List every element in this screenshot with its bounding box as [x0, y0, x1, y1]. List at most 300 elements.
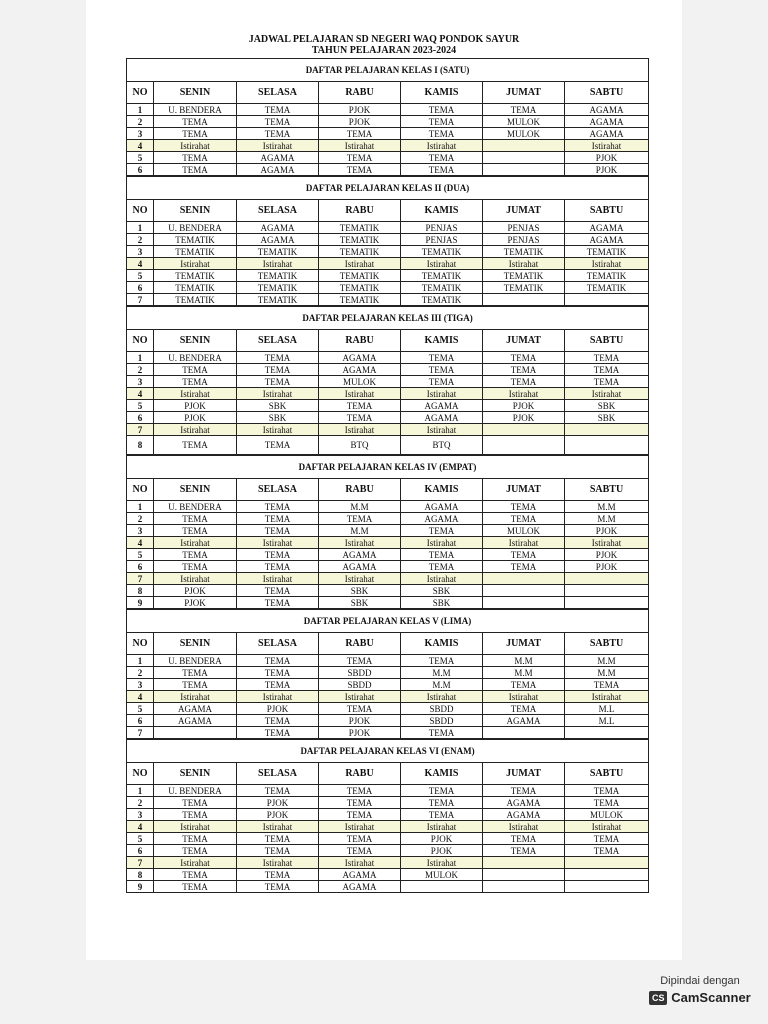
period-number: 6: [127, 164, 154, 176]
period-number: 6: [127, 715, 154, 727]
column-header: SABTU: [565, 763, 649, 785]
subject-cell: TEMA: [237, 116, 319, 128]
subject-cell: Istirahat: [483, 691, 565, 703]
subject-cell: TEMA: [154, 436, 237, 455]
subject-cell: AGAMA: [483, 809, 565, 821]
table-row: [127, 809, 649, 821]
period-number: 3: [127, 376, 154, 388]
subject-cell: TEMATIK: [237, 282, 319, 294]
subject-cell: TEMA: [237, 785, 319, 797]
table-row: [127, 785, 649, 797]
period-number: 2: [127, 797, 154, 809]
document-title: JADWAL PELAJARAN SD NEGERI WAQ PONDOK SAYUR: [248, 34, 520, 45]
table-row: [127, 164, 649, 176]
class-caption: DAFTAR PELAJARAN KELAS III (TIGA): [127, 307, 649, 330]
subject-cell: TEMA: [154, 561, 237, 573]
subject-cell: AGAMA: [401, 412, 483, 424]
subject-cell: AGAMA: [154, 703, 237, 715]
table-row: [127, 270, 649, 282]
subject-cell: [483, 164, 565, 176]
subject-cell: Istirahat: [401, 258, 483, 270]
subject-cell: Istirahat: [154, 140, 237, 152]
subject-cell: M.L: [565, 715, 649, 727]
subject-cell: TEMA: [401, 104, 483, 116]
table-row: [127, 364, 649, 376]
subject-cell: M.M: [319, 525, 401, 537]
subject-cell: TEMA: [319, 513, 401, 525]
period-number: 1: [127, 222, 154, 234]
period-number: 6: [127, 561, 154, 573]
subject-cell: Istirahat: [319, 388, 401, 400]
subject-cell: Istirahat: [154, 388, 237, 400]
subject-cell: AGAMA: [565, 128, 649, 140]
table-row: [127, 561, 649, 573]
subject-cell: TEMA: [319, 400, 401, 412]
subject-cell: Istirahat: [565, 258, 649, 270]
subject-cell: TEMA: [483, 845, 565, 857]
subject-cell: TEMA: [483, 352, 565, 364]
column-header: NO: [127, 82, 154, 104]
subject-cell: [483, 857, 565, 869]
period-number: 4: [127, 140, 154, 152]
column-header: JUMAT: [483, 200, 565, 222]
period-number: 7: [127, 424, 154, 436]
subject-cell: TEMA: [319, 164, 401, 176]
table-row: [127, 525, 649, 537]
subject-cell: AGAMA: [237, 234, 319, 246]
subject-cell: Istirahat: [483, 537, 565, 549]
subject-cell: PJOK: [319, 715, 401, 727]
subject-cell: TEMATIK: [154, 246, 237, 258]
period-number: 2: [127, 667, 154, 679]
subject-cell: AGAMA: [565, 222, 649, 234]
column-header: RABU: [319, 763, 401, 785]
column-header: JUMAT: [483, 633, 565, 655]
subject-cell: PJOK: [154, 400, 237, 412]
subject-cell: PJOK: [237, 703, 319, 715]
table-row: [127, 246, 649, 258]
column-header: SENIN: [154, 330, 237, 352]
column-header: SABTU: [565, 479, 649, 501]
subject-cell: TEMATIK: [401, 282, 483, 294]
table-row: [127, 104, 649, 116]
subject-cell: [483, 881, 565, 893]
subject-cell: TEMA: [237, 727, 319, 739]
table-row: [127, 833, 649, 845]
column-header: SELASA: [237, 763, 319, 785]
table-row: [127, 703, 649, 715]
subject-cell: TEMA: [237, 667, 319, 679]
period-number: 5: [127, 152, 154, 164]
subject-cell: PJOK: [565, 164, 649, 176]
column-header: SABTU: [565, 200, 649, 222]
subject-cell: TEMATIK: [401, 294, 483, 306]
subject-cell: Istirahat: [154, 258, 237, 270]
subject-cell: PJOK: [237, 797, 319, 809]
subject-cell: TEMA: [565, 679, 649, 691]
subject-cell: TEMATIK: [401, 270, 483, 282]
subject-cell: TEMA: [237, 376, 319, 388]
subject-cell: TEMA: [154, 376, 237, 388]
subject-cell: Istirahat: [237, 258, 319, 270]
subject-cell: PJOK: [401, 845, 483, 857]
subject-cell: AGAMA: [401, 501, 483, 513]
subject-cell: TEMA: [565, 352, 649, 364]
column-header: SELASA: [237, 330, 319, 352]
table-row: [127, 869, 649, 881]
subject-cell: AGAMA: [401, 513, 483, 525]
subject-cell: TEMA: [401, 352, 483, 364]
column-header: SENIN: [154, 763, 237, 785]
subject-cell: TEMA: [319, 703, 401, 715]
subject-cell: TEMA: [401, 549, 483, 561]
schedule-tables: [126, 58, 648, 893]
subject-cell: TEMA: [401, 128, 483, 140]
subject-cell: TEMATIK: [565, 246, 649, 258]
subject-cell: PENJAS: [483, 234, 565, 246]
scanner-brand: CamScanner: [671, 990, 751, 1005]
subject-cell: [483, 140, 565, 152]
subject-cell: AGAMA: [319, 352, 401, 364]
subject-cell: AGAMA: [237, 164, 319, 176]
column-header: RABU: [319, 200, 401, 222]
subject-cell: PJOK: [565, 525, 649, 537]
subject-cell: TEMA: [483, 513, 565, 525]
subject-cell: TEMA: [154, 809, 237, 821]
subject-cell: Istirahat: [319, 258, 401, 270]
table-row: [127, 513, 649, 525]
subject-cell: TEMA: [237, 549, 319, 561]
period-number: 2: [127, 364, 154, 376]
period-number: 3: [127, 809, 154, 821]
subject-cell: U. BENDERA: [154, 222, 237, 234]
subject-cell: TEMA: [401, 364, 483, 376]
subject-cell: [483, 727, 565, 739]
subject-cell: Istirahat: [483, 258, 565, 270]
subject-cell: TEMA: [483, 833, 565, 845]
period-number: 3: [127, 128, 154, 140]
subject-cell: SBDD: [401, 703, 483, 715]
subject-cell: PENJAS: [483, 222, 565, 234]
subject-cell: M.M: [483, 655, 565, 667]
subject-cell: [483, 152, 565, 164]
column-header: RABU: [319, 479, 401, 501]
camscanner-icon: CS: [649, 991, 667, 1005]
subject-cell: TEMA: [483, 364, 565, 376]
subject-cell: [565, 727, 649, 739]
subject-cell: AGAMA: [319, 561, 401, 573]
subject-cell: TEMATIK: [237, 246, 319, 258]
subject-cell: TEMA: [237, 655, 319, 667]
subject-cell: Istirahat: [565, 140, 649, 152]
subject-cell: TEMA: [154, 164, 237, 176]
table-row: [127, 412, 649, 424]
table-row: [127, 152, 649, 164]
subject-cell: TEMA: [483, 501, 565, 513]
table-row: [127, 679, 649, 691]
subject-cell: U. BENDERA: [154, 655, 237, 667]
subject-cell: TEMATIK: [319, 270, 401, 282]
class-caption: DAFTAR PELAJARAN KELAS V (LIMA): [127, 610, 649, 633]
table-row: [127, 294, 649, 306]
period-number: 5: [127, 703, 154, 715]
class-caption: DAFTAR PELAJARAN KELAS VI (ENAM): [127, 740, 649, 763]
column-header: SENIN: [154, 82, 237, 104]
subject-cell: AGAMA: [237, 222, 319, 234]
subject-cell: [483, 869, 565, 881]
subject-cell: TEMATIK: [319, 282, 401, 294]
subject-cell: TEMA: [483, 104, 565, 116]
column-header: RABU: [319, 330, 401, 352]
table-row: [127, 222, 649, 234]
subject-cell: Istirahat: [401, 424, 483, 436]
header-row: [127, 479, 649, 501]
subject-cell: TEMATIK: [319, 222, 401, 234]
subject-cell: TEMA: [401, 152, 483, 164]
column-header: SENIN: [154, 479, 237, 501]
subject-cell: PJOK: [565, 549, 649, 561]
table-row: [127, 691, 649, 703]
table-row: [127, 282, 649, 294]
class-schedule-table: [126, 455, 649, 609]
header-row: [127, 763, 649, 785]
subject-cell: AGAMA: [565, 234, 649, 246]
subject-cell: TEMA: [237, 364, 319, 376]
subject-cell: TEMATIK: [319, 246, 401, 258]
subject-cell: TEMA: [154, 869, 237, 881]
header-row: [127, 82, 649, 104]
subject-cell: TEMA: [237, 352, 319, 364]
subject-cell: TEMA: [319, 655, 401, 667]
subject-cell: Istirahat: [154, 821, 237, 833]
subject-cell: TEMA: [319, 845, 401, 857]
table-row: [127, 715, 649, 727]
column-header: SABTU: [565, 82, 649, 104]
period-number: 9: [127, 881, 154, 893]
subject-cell: SBK: [401, 597, 483, 609]
column-header: KAMIS: [401, 200, 483, 222]
subject-cell: TEMA: [237, 561, 319, 573]
subject-cell: TEMA: [154, 513, 237, 525]
subject-cell: TEMA: [565, 833, 649, 845]
subject-cell: M.L: [565, 703, 649, 715]
subject-cell: MULOK: [483, 525, 565, 537]
subject-cell: TEMA: [154, 549, 237, 561]
subject-cell: MULOK: [319, 376, 401, 388]
subject-cell: AGAMA: [565, 116, 649, 128]
subject-cell: TEMA: [154, 667, 237, 679]
subject-cell: U. BENDERA: [154, 104, 237, 116]
header-row: [127, 330, 649, 352]
subject-cell: TEMA: [319, 412, 401, 424]
subject-cell: AGAMA: [483, 797, 565, 809]
column-header: RABU: [319, 633, 401, 655]
subject-cell: Istirahat: [237, 388, 319, 400]
subject-cell: TEMA: [319, 128, 401, 140]
subject-cell: SBK: [319, 597, 401, 609]
class-caption: DAFTAR PELAJARAN KELAS I (SATU): [127, 59, 649, 82]
table-row: [127, 727, 649, 739]
subject-cell: [483, 436, 565, 455]
subject-cell: AGAMA: [319, 549, 401, 561]
subject-cell: TEMA: [401, 116, 483, 128]
subject-cell: [483, 597, 565, 609]
subject-cell: TEMA: [154, 116, 237, 128]
period-number: 7: [127, 727, 154, 739]
period-number: 8: [127, 436, 154, 455]
subject-cell: M.M: [565, 501, 649, 513]
document-subtitle: TAHUN PELAJARAN 2023-2024: [311, 45, 457, 56]
subject-cell: BTQ: [401, 436, 483, 455]
subject-cell: TEMA: [483, 785, 565, 797]
table-row: [127, 258, 649, 270]
subject-cell: TEMATIK: [237, 294, 319, 306]
table-row: [127, 234, 649, 246]
subject-cell: SBK: [319, 585, 401, 597]
period-number: 2: [127, 116, 154, 128]
period-number: 5: [127, 400, 154, 412]
subject-cell: MULOK: [565, 809, 649, 821]
period-number: 8: [127, 869, 154, 881]
subject-cell: [401, 881, 483, 893]
period-number: 2: [127, 513, 154, 525]
subject-cell: TEMA: [565, 797, 649, 809]
subject-cell: U. BENDERA: [154, 785, 237, 797]
table-row: [127, 797, 649, 809]
subject-cell: AGAMA: [319, 364, 401, 376]
subject-cell: TEMA: [401, 525, 483, 537]
subject-cell: TEMA: [565, 364, 649, 376]
subject-cell: TEMA: [237, 881, 319, 893]
period-number: 4: [127, 691, 154, 703]
period-number: 7: [127, 857, 154, 869]
scanner-label: Dipindai dengan: [660, 975, 740, 987]
column-header: NO: [127, 200, 154, 222]
period-number: 4: [127, 388, 154, 400]
subject-cell: TEMA: [483, 376, 565, 388]
subject-cell: Istirahat: [319, 857, 401, 869]
column-header: JUMAT: [483, 763, 565, 785]
subject-cell: TEMA: [319, 152, 401, 164]
subject-cell: Istirahat: [237, 140, 319, 152]
column-header: SABTU: [565, 330, 649, 352]
subject-cell: TEMATIK: [154, 234, 237, 246]
subject-cell: Istirahat: [319, 537, 401, 549]
period-number: 1: [127, 785, 154, 797]
subject-cell: TEMA: [154, 364, 237, 376]
column-header: SELASA: [237, 200, 319, 222]
column-header: SENIN: [154, 200, 237, 222]
subject-cell: Istirahat: [483, 821, 565, 833]
subject-cell: [483, 573, 565, 585]
subject-cell: Istirahat: [319, 573, 401, 585]
period-number: 5: [127, 270, 154, 282]
subject-cell: TEMA: [401, 376, 483, 388]
column-header: KAMIS: [401, 763, 483, 785]
subject-cell: Istirahat: [401, 140, 483, 152]
subject-cell: TEMA: [237, 525, 319, 537]
subject-cell: AGAMA: [401, 400, 483, 412]
column-header: SABTU: [565, 633, 649, 655]
subject-cell: Istirahat: [154, 857, 237, 869]
subject-cell: TEMA: [237, 513, 319, 525]
period-number: 5: [127, 833, 154, 845]
table-row: [127, 857, 649, 869]
subject-cell: TEMA: [237, 501, 319, 513]
subject-cell: PJOK: [154, 585, 237, 597]
subject-cell: Istirahat: [401, 821, 483, 833]
period-number: 7: [127, 294, 154, 306]
subject-cell: PENJAS: [401, 222, 483, 234]
subject-cell: TEMATIK: [483, 246, 565, 258]
subject-cell: PENJAS: [401, 234, 483, 246]
subject-cell: PJOK: [154, 597, 237, 609]
subject-cell: Istirahat: [401, 857, 483, 869]
subject-cell: TEMATIK: [565, 282, 649, 294]
subject-cell: TEMA: [154, 128, 237, 140]
subject-cell: TEMA: [237, 715, 319, 727]
column-header: NO: [127, 633, 154, 655]
class-schedule-table: [126, 609, 649, 739]
subject-cell: TEMA: [154, 881, 237, 893]
subject-cell: TEMA: [565, 845, 649, 857]
subject-cell: AGAMA: [237, 152, 319, 164]
column-header: SELASA: [237, 633, 319, 655]
class-schedule-table: [126, 306, 649, 455]
subject-cell: TEMA: [401, 785, 483, 797]
subject-cell: M.M: [401, 679, 483, 691]
table-row: [127, 573, 649, 585]
subject-cell: TEMA: [154, 679, 237, 691]
subject-cell: Istirahat: [319, 691, 401, 703]
subject-cell: TEMA: [319, 833, 401, 845]
subject-cell: TEMA: [483, 561, 565, 573]
subject-cell: TEMA: [483, 549, 565, 561]
subject-cell: Istirahat: [237, 573, 319, 585]
subject-cell: Istirahat: [401, 573, 483, 585]
subject-cell: TEMATIK: [483, 270, 565, 282]
period-number: 4: [127, 537, 154, 549]
subject-cell: TEMATIK: [319, 234, 401, 246]
column-header: KAMIS: [401, 330, 483, 352]
column-header: JUMAT: [483, 82, 565, 104]
table-row: [127, 140, 649, 152]
header-row: [127, 200, 649, 222]
subject-cell: TEMA: [237, 833, 319, 845]
subject-cell: Istirahat: [319, 140, 401, 152]
subject-cell: [565, 436, 649, 455]
table-row: [127, 549, 649, 561]
subject-cell: [565, 881, 649, 893]
subject-cell: TEMA: [237, 585, 319, 597]
table-row: [127, 436, 649, 455]
subject-cell: TEMATIK: [319, 294, 401, 306]
subject-cell: Istirahat: [401, 537, 483, 549]
column-header: NO: [127, 330, 154, 352]
subject-cell: TEMA: [483, 679, 565, 691]
subject-cell: [565, 294, 649, 306]
subject-cell: SBK: [237, 400, 319, 412]
subject-cell: PJOK: [319, 116, 401, 128]
subject-cell: TEMATIK: [237, 270, 319, 282]
period-number: 6: [127, 412, 154, 424]
table-row: [127, 376, 649, 388]
column-header: KAMIS: [401, 633, 483, 655]
class-schedule-table: [126, 739, 649, 893]
period-number: 3: [127, 679, 154, 691]
subject-cell: TEMA: [319, 797, 401, 809]
subject-cell: [565, 597, 649, 609]
